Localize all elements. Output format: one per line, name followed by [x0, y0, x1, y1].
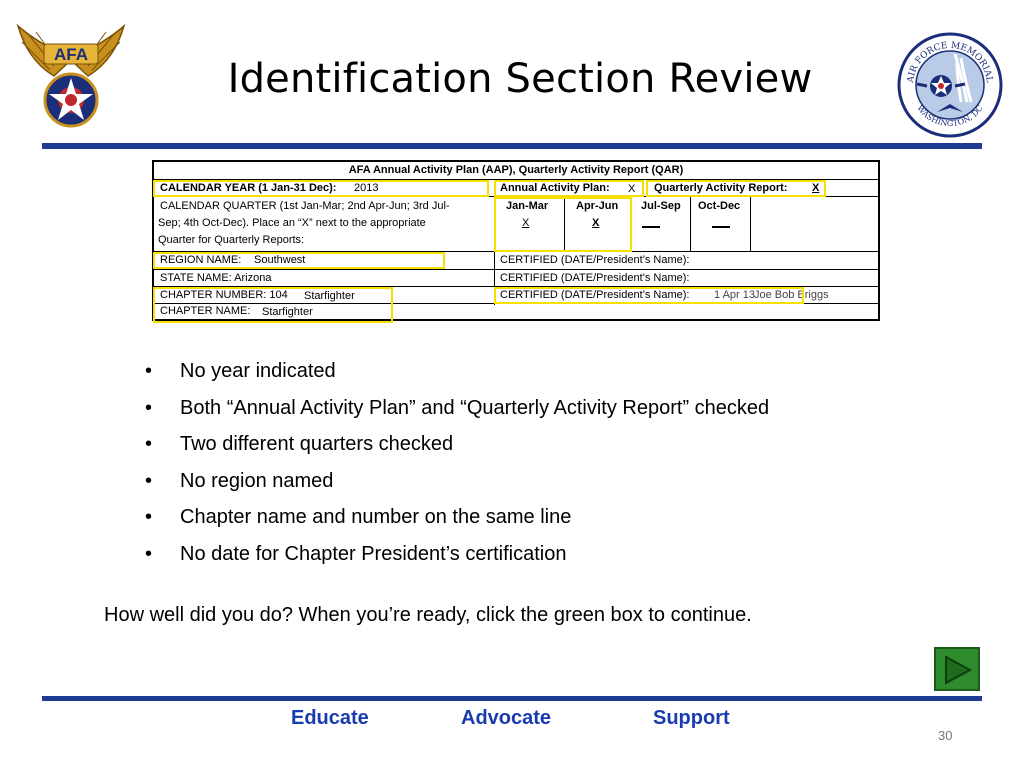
highlight-chapter	[153, 287, 393, 323]
state-label: STATE NAME: Arizona	[160, 272, 272, 284]
list-item: • No date for Chapter President’s certification	[145, 541, 769, 578]
quarter-blank-jul-sep	[642, 226, 660, 228]
calendar-year-value: 2013	[354, 182, 379, 194]
calendar-quarter-line3: Quarter for Quarterly Reports:	[158, 234, 305, 246]
afa-logo	[14, 20, 128, 134]
region-value: Southwest	[254, 254, 306, 266]
next-slide-button[interactable]	[934, 647, 980, 691]
page-number: 30	[938, 728, 953, 743]
highlight-quarters	[494, 197, 632, 252]
list-item: • Two different quarters checked	[145, 431, 769, 468]
certified-name-value: Joe Bob Briggs	[754, 289, 829, 301]
footer-link-advocate[interactable]: Advocate	[461, 707, 552, 729]
seal-top-text: AIR FORCE MEMORIAL	[905, 40, 994, 84]
highlight-region	[153, 252, 445, 269]
top-divider	[42, 143, 982, 149]
seal-bottom-text: WASHINGTON, DC	[915, 103, 985, 129]
quarterly-report-label: Quarterly Activity Report:	[654, 182, 788, 194]
calendar-quarter-line1: CALENDAR QUARTER (1st Jan-Mar; 2nd Apr-Jun; 3rd Jul-	[160, 200, 450, 212]
slide-title: Identification Section Review	[227, 56, 813, 102]
play-arrow-icon	[944, 655, 972, 685]
annual-plan-label: Annual Activity Plan:	[500, 182, 610, 194]
quarter-blank-oct-dec	[712, 226, 730, 228]
highlight-calendar-year	[153, 180, 489, 197]
quarter-label-oct-dec: Oct-Dec	[698, 200, 741, 212]
list-item: • No year indicated	[145, 358, 769, 395]
quarter-mark-jan-mar: X	[522, 217, 530, 229]
footer-link-support[interactable]: Support	[653, 707, 730, 729]
quarter-label-jul-sep: Jul-Sep	[641, 200, 681, 212]
certified-label-1: CERTIFIED (DATE/President’s Name):	[500, 254, 690, 266]
highlight-annual-plan	[494, 180, 644, 197]
certified-date-value: 1 Apr 13	[714, 289, 755, 301]
air-force-memorial-seal	[897, 32, 1003, 138]
highlight-quarterly-report	[646, 180, 826, 197]
certified-label-3: CERTIFIED (DATE/President’s Name):	[500, 289, 690, 301]
list-item: • No region named	[145, 468, 769, 505]
quarter-label-jan-mar: Jan-Mar	[506, 200, 549, 212]
chapter-name-value: Starfighter	[262, 306, 313, 318]
highlight-certified	[494, 287, 804, 304]
region-label: REGION NAME:	[160, 254, 242, 266]
form-header: AFA Annual Activity Plan (AAP), Quarterly Activity Report (QAR)	[348, 164, 684, 176]
continue-prompt: How well did you do? When you’re ready, click the green box to continue.	[104, 604, 752, 626]
list-item: • Chapter name and number on the same line	[145, 504, 769, 541]
calendar-year-label: CALENDAR YEAR (1 Jan-31 Dec):	[160, 182, 337, 194]
quarter-label-apr-jun: Apr-Jun	[576, 200, 619, 212]
chapter-name-label: CHAPTER NAME:	[160, 305, 251, 317]
calendar-quarter-line2: Sep; 4th Oct-Dec). Place an “X” next to the appropriate	[158, 217, 426, 229]
review-bullet-list	[145, 358, 769, 577]
list-item: • Both “Annual Activity Plan” and “Quarterly Activity Report” checked	[145, 395, 769, 432]
quarterly-report-mark: X	[812, 182, 820, 194]
chapter-number-label: CHAPTER NUMBER: 104	[160, 289, 288, 301]
annual-plan-mark: X	[628, 183, 636, 195]
quarter-mark-apr-jun: X	[592, 217, 600, 229]
chapter-number-value: Starfighter	[304, 290, 355, 302]
bottom-divider	[42, 696, 982, 701]
activity-report-form	[152, 160, 880, 321]
certified-label-2: CERTIFIED (DATE/President’s Name):	[500, 272, 690, 284]
footer-link-educate[interactable]: Educate	[291, 707, 369, 729]
afa-logo-text: AFA	[54, 45, 88, 64]
